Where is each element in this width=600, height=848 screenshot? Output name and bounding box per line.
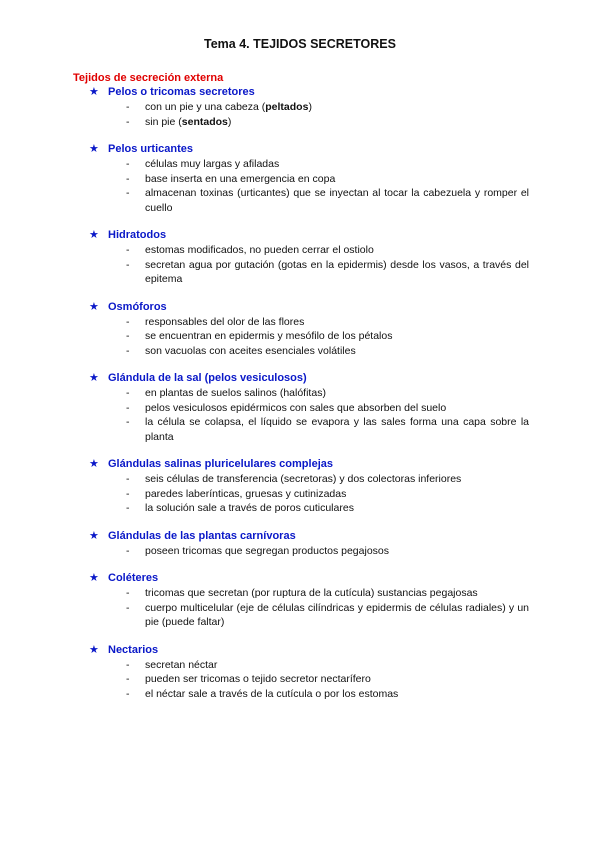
star-bullet-icon: ★ xyxy=(89,229,99,241)
item-text-part: base inserta en una emergencia en copa xyxy=(145,172,336,185)
item-text xyxy=(145,415,529,444)
item-text-suffix: ) xyxy=(227,115,232,128)
dash-bullet: - xyxy=(126,544,130,557)
list-item xyxy=(0,329,600,344)
section-subtitle: Tejidos de secreción externa xyxy=(73,72,224,84)
section xyxy=(0,142,600,215)
star-bullet-icon: ★ xyxy=(89,143,99,155)
item-text xyxy=(145,544,529,559)
dash-bullet: - xyxy=(126,244,130,256)
list-item xyxy=(0,487,600,502)
section-heading: Hidratodos xyxy=(108,229,167,241)
section-header xyxy=(0,457,600,472)
item-text-part: pelos vesiculosos epidérmicos con sales que absorben del suelo xyxy=(145,401,447,414)
item-text-part: secretan agua por gutación (gotas en la epidermis) desde los vasos, a través del epitema xyxy=(145,258,529,285)
dash-bullet: - xyxy=(126,687,130,700)
dash-bullet: - xyxy=(126,187,130,199)
item-text-part: poseen tricomas que segregan productos pegajosos xyxy=(145,544,389,557)
item-text-part: paredes laberínticas, gruesas y cutinizadas xyxy=(145,487,347,500)
dash-bullet: - xyxy=(126,101,130,113)
list-item xyxy=(0,100,600,115)
item-text-part: con un pie y una cabeza ( xyxy=(145,101,266,113)
item-text-part: seis células de transferencia (secretoras) y dos colectoras inferiores xyxy=(145,473,462,485)
item-text xyxy=(145,501,529,516)
item-text-part: se encuentran en epidermis y mesófilo de los pétalos xyxy=(145,330,393,342)
page-title: Tema 4. TEJIDOS SECRETORES xyxy=(204,37,396,51)
section-header xyxy=(0,529,600,544)
section xyxy=(0,371,600,444)
dash-bullet: - xyxy=(126,658,130,671)
item-text-part: sin pie ( xyxy=(145,115,182,128)
star-bullet-icon: ★ xyxy=(89,372,99,384)
item-text xyxy=(145,186,529,215)
item-text-part: cuerpo multicelular (eje de células cilíndricas y epidermis de células radiales) y un pie (puede faltar) xyxy=(145,601,529,628)
item-text-part: responsables del olor de las flores xyxy=(145,315,305,328)
dash-bullet: - xyxy=(126,416,130,428)
dash-bullet: - xyxy=(126,344,130,357)
section xyxy=(0,643,600,702)
item-text xyxy=(145,157,529,172)
item-text-part: células muy largas y afiladas xyxy=(145,158,280,170)
star-bullet-icon: ★ xyxy=(89,300,99,313)
section-heading: Pelos o tricomas secretores xyxy=(108,86,255,98)
item-text xyxy=(145,100,529,115)
list-item xyxy=(0,501,600,516)
section-heading: Osmóforos xyxy=(108,300,167,313)
item-bold-term: sentados xyxy=(181,115,228,128)
item-text xyxy=(145,344,529,359)
list-item xyxy=(0,172,600,187)
item-text xyxy=(145,315,529,330)
item-text xyxy=(145,687,529,702)
dash-bullet: - xyxy=(126,473,130,485)
list-item xyxy=(0,672,600,687)
item-text-part: la célula se colapsa, el líquido se evapora y las sales forma una capa sobre la planta xyxy=(145,416,529,443)
list-item xyxy=(0,687,600,702)
list-item xyxy=(0,258,600,287)
list-item xyxy=(0,157,600,172)
item-bold-term: peltados xyxy=(265,101,309,113)
dash-bullet: - xyxy=(126,387,130,399)
section-heading: Glándula de la sal (pelos vesiculosos) xyxy=(108,372,307,384)
item-text-part: en plantas de suelos salinos (halófitas) xyxy=(145,387,326,399)
item-text xyxy=(145,386,529,401)
item-text xyxy=(145,172,529,187)
item-text xyxy=(145,672,529,687)
item-text xyxy=(145,401,529,416)
item-text xyxy=(145,472,529,487)
item-text-part: almacenan toxinas (urticantes) que se inyectan al tocar la cabezuela y romper el cuello xyxy=(145,187,529,214)
dash-bullet: - xyxy=(126,158,130,170)
section-heading: Coléteres xyxy=(108,572,159,584)
section-header xyxy=(0,643,600,658)
dash-bullet: - xyxy=(126,258,130,271)
dash-bullet: - xyxy=(126,601,130,614)
item-text xyxy=(145,487,529,502)
dash-bullet: - xyxy=(126,487,130,500)
list-item xyxy=(0,415,600,444)
dash-bullet: - xyxy=(126,115,130,128)
list-item xyxy=(0,658,600,673)
item-text-part: pueden ser tricomas o tejido secretor nectarífero xyxy=(145,673,371,685)
dash-bullet: - xyxy=(126,401,130,414)
dash-bullet: - xyxy=(126,673,130,685)
list-item xyxy=(0,115,600,130)
section xyxy=(0,571,600,630)
item-text xyxy=(145,586,529,601)
section-heading: Glándulas salinas pluricelulares complejas xyxy=(108,458,333,470)
section xyxy=(0,457,600,516)
list-item xyxy=(0,601,600,630)
list-item xyxy=(0,472,600,487)
section xyxy=(0,228,600,287)
item-text xyxy=(145,115,529,130)
section xyxy=(0,529,600,559)
item-text-part: tricomas que secretan (por ruptura de la cutícula) sustancias pegajosas xyxy=(145,587,478,599)
list-item xyxy=(0,386,600,401)
section-heading: Nectarios xyxy=(108,643,159,656)
section xyxy=(0,85,600,129)
item-text-part: son vacuolas con aceites esenciales volátiles xyxy=(145,344,356,357)
item-text xyxy=(145,329,529,344)
section-header xyxy=(0,85,600,100)
dash-bullet: - xyxy=(126,315,130,328)
item-text-suffix: ) xyxy=(308,101,312,113)
list-item xyxy=(0,186,600,215)
dash-bullet: - xyxy=(126,330,130,342)
section xyxy=(0,300,600,359)
dash-bullet: - xyxy=(126,587,130,599)
section-header xyxy=(0,228,600,243)
star-bullet-icon: ★ xyxy=(89,86,99,98)
section-heading: Glándulas de las plantas carnívoras xyxy=(108,529,296,542)
star-bullet-icon: ★ xyxy=(89,572,99,584)
star-bullet-icon: ★ xyxy=(89,643,99,656)
item-text-part: estomas modificados, no pueden cerrar el ostiolo xyxy=(145,244,374,256)
item-text xyxy=(145,658,529,673)
list-item xyxy=(0,315,600,330)
dash-bullet: - xyxy=(126,502,130,514)
star-bullet-icon: ★ xyxy=(89,458,99,470)
section-header xyxy=(0,571,600,586)
item-text-part: la solución sale a través de poros cuticulares xyxy=(145,502,354,514)
star-bullet-icon: ★ xyxy=(89,529,99,542)
section-header xyxy=(0,300,600,315)
dash-bullet: - xyxy=(126,172,130,185)
sections-list xyxy=(0,85,600,714)
list-item xyxy=(0,344,600,359)
section-header xyxy=(0,142,600,157)
list-item xyxy=(0,243,600,258)
item-text-part: secretan néctar xyxy=(145,658,218,671)
item-text-part: el néctar sale a través de la cutícula o por los estomas xyxy=(145,687,399,700)
list-item xyxy=(0,586,600,601)
item-text xyxy=(145,601,529,630)
section-heading: Pelos urticantes xyxy=(108,143,193,155)
list-item xyxy=(0,401,600,416)
item-text xyxy=(145,243,529,258)
section-header xyxy=(0,371,600,386)
item-text xyxy=(145,258,529,287)
list-item xyxy=(0,544,600,559)
